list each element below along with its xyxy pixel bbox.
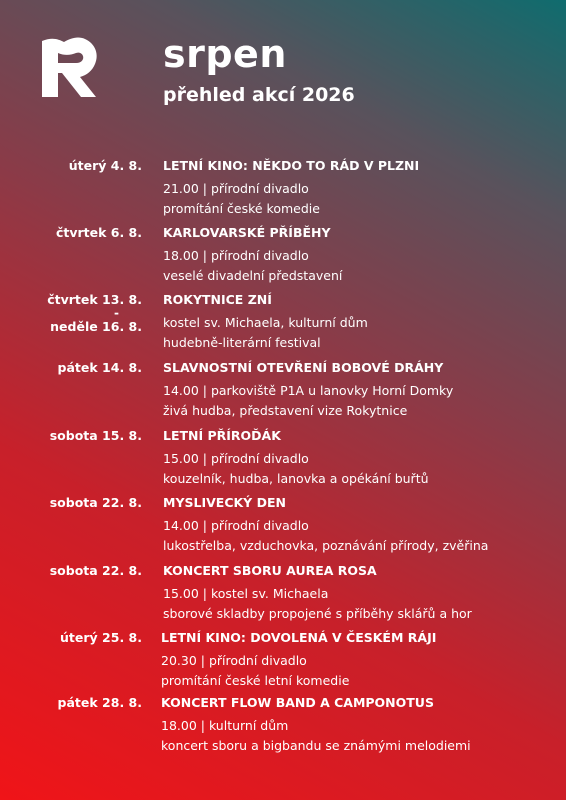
event-time-place: kostel sv. Michaela, kulturní dům	[163, 315, 368, 330]
page-subtitle: přehled akcí 2026	[163, 84, 355, 106]
event-title: SLAVNOSTNÍ OTEVŘENÍ BOBOVÉ DRÁHY	[163, 360, 444, 375]
event-date: pátek 28. 8.	[57, 695, 142, 710]
event-time-place: 18.00 | kulturní dům	[161, 718, 289, 733]
event-time-place: 20.30 | přírodní divadlo	[161, 653, 307, 668]
event-date: úterý 4. 8.	[68, 158, 142, 173]
event-description: živá hudba, představení vize Rokytnice	[163, 403, 408, 418]
event-date: sobota 22. 8.	[49, 495, 142, 510]
event-time-place: 21.00 | přírodní divadlo	[163, 181, 309, 196]
event-title: LETNÍ KINO: DOVOLENÁ V ČESKÉM RÁJI	[161, 630, 437, 645]
event-date: sobota 15. 8.	[49, 428, 142, 443]
event-time-place: 15.00 | přírodní divadlo	[163, 451, 309, 466]
event-date: sobota 22. 8.	[49, 563, 142, 578]
event-title: KONCERT FLOW BAND A CAMPONOTUS	[161, 695, 434, 710]
event-description: veselé divadelní představení	[163, 268, 343, 283]
event-description: lukostřelba, vzduchovka, poznávání přírody, zvěřina	[163, 538, 489, 553]
event-date: úterý 25. 8.	[60, 630, 142, 645]
event-description: sborové skladby propojené s příběhy sklářů a hor	[163, 606, 472, 621]
event-title: ROKYTNICE ZNÍ	[163, 292, 272, 307]
event-title: KONCERT SBORU AUREA ROSA	[163, 563, 377, 578]
event-title: MYSLIVECKÝ DEN	[163, 495, 286, 510]
event-title: LETNÍ KINO: NĚKDO TO RÁD V PLZNI	[163, 158, 420, 173]
logo-r-icon	[38, 33, 100, 99]
event-date: čtvrtek 6. 8.	[55, 225, 142, 240]
event-time-place: 15.00 | kostel sv. Michaela	[163, 586, 329, 601]
event-date-end: neděle 16. 8.	[50, 319, 142, 334]
event-time-place: 18.00 | přírodní divadlo	[163, 248, 309, 263]
event-time-place: 14.00 | parkoviště P1A u lanovky Horní Domky	[163, 383, 454, 398]
event-description: koncert sboru a bigbandu se známými melodiemi	[161, 738, 471, 753]
event-title: KARLOVARSKÉ PŘÍBĚHY	[163, 225, 331, 240]
page-title: srpen	[163, 32, 287, 76]
event-description: promítání české letní komedie	[161, 673, 350, 688]
event-time-place: 14.00 | přírodní divadlo	[163, 518, 309, 533]
event-description: hudebně-literární festival	[163, 335, 321, 350]
event-description: promítání české komedie	[163, 201, 320, 216]
event-description: kouzelník, hudba, lanovka a opékání buřtů	[163, 471, 429, 486]
event-date-separator: -	[114, 306, 119, 320]
event-title: LETNÍ PŘÍROĎÁK	[163, 428, 281, 443]
event-date: pátek 14. 8.	[57, 360, 142, 375]
event-date-start: čtvrtek 13. 8.	[47, 292, 142, 307]
